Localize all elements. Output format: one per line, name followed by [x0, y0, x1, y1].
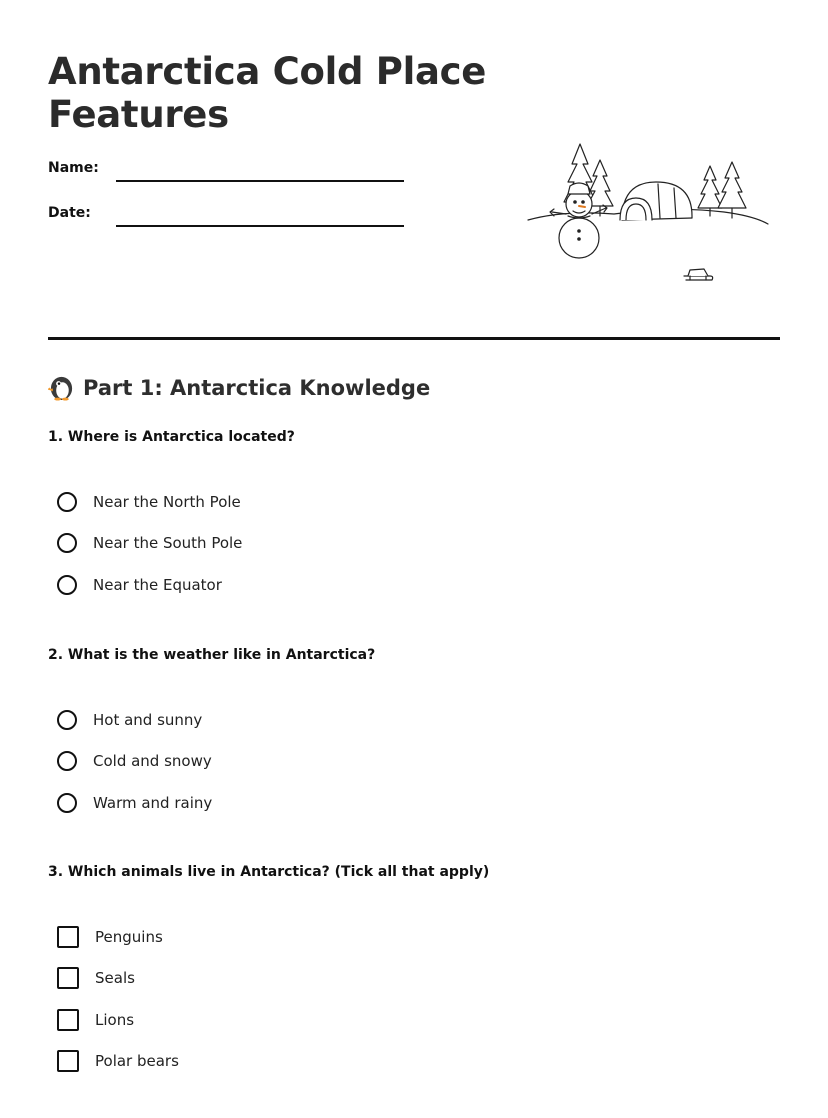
part1-heading-text: Part 1: Antarctica Knowledge — [83, 375, 431, 400]
date-field[interactable] — [116, 225, 404, 227]
question-1: 1. Where is Antarctica located? — [48, 429, 295, 445]
q1-option-north-pole[interactable] — [57, 490, 241, 514]
penguin-icon — [48, 374, 75, 401]
q3-option-seals[interactable] — [57, 966, 135, 990]
part1-heading — [48, 374, 430, 401]
radio-button[interactable] — [57, 751, 77, 771]
q2-option-hot-sunny[interactable] — [57, 708, 202, 732]
question-3: 3. Which animals live in Antarctica? (Tick all that apply) — [48, 864, 490, 880]
igloo-icon — [620, 182, 692, 220]
radio-button[interactable] — [57, 710, 77, 730]
q3-option-lions[interactable] — [57, 1008, 134, 1032]
sled-icon — [684, 269, 713, 280]
option-label: Hot and sunny — [93, 711, 203, 729]
checkbox[interactable] — [57, 967, 79, 989]
option-label: Polar bears — [95, 1052, 179, 1070]
q1-option-equator[interactable] — [57, 573, 222, 597]
option-label: Near the South Pole — [93, 534, 243, 552]
date-label: Date: — [48, 205, 91, 221]
q2-option-warm-rainy[interactable] — [57, 791, 212, 815]
pine-tree-icon — [718, 162, 746, 218]
option-label: Lions — [95, 1011, 135, 1029]
checkbox[interactable] — [57, 926, 79, 948]
option-label: Penguins — [95, 928, 163, 946]
radio-button[interactable] — [57, 575, 77, 595]
question-2: 2. What is the weather like in Antarctica? — [48, 647, 376, 663]
option-label: Near the North Pole — [93, 493, 241, 511]
option-label: Near the Equator — [93, 576, 222, 594]
section-divider — [48, 337, 780, 340]
name-field[interactable] — [116, 180, 404, 182]
option-label: Warm and rainy — [93, 794, 213, 812]
name-label: Name: — [48, 160, 99, 176]
q1-option-south-pole[interactable] — [57, 531, 242, 555]
winter-scene-illustration — [524, 136, 774, 288]
option-label: Seals — [95, 969, 135, 987]
checkbox[interactable] — [57, 1050, 79, 1072]
checkbox[interactable] — [57, 1009, 79, 1031]
q3-option-polar-bears[interactable] — [57, 1049, 179, 1073]
radio-button[interactable] — [57, 533, 77, 553]
worksheet-title: Antarctica Cold Place Features — [48, 50, 487, 136]
q2-option-cold-snowy[interactable] — [57, 749, 212, 773]
option-label: Cold and snowy — [93, 752, 212, 770]
radio-button[interactable] — [57, 492, 77, 512]
radio-button[interactable] — [57, 793, 77, 813]
q3-option-penguins[interactable] — [57, 925, 163, 949]
